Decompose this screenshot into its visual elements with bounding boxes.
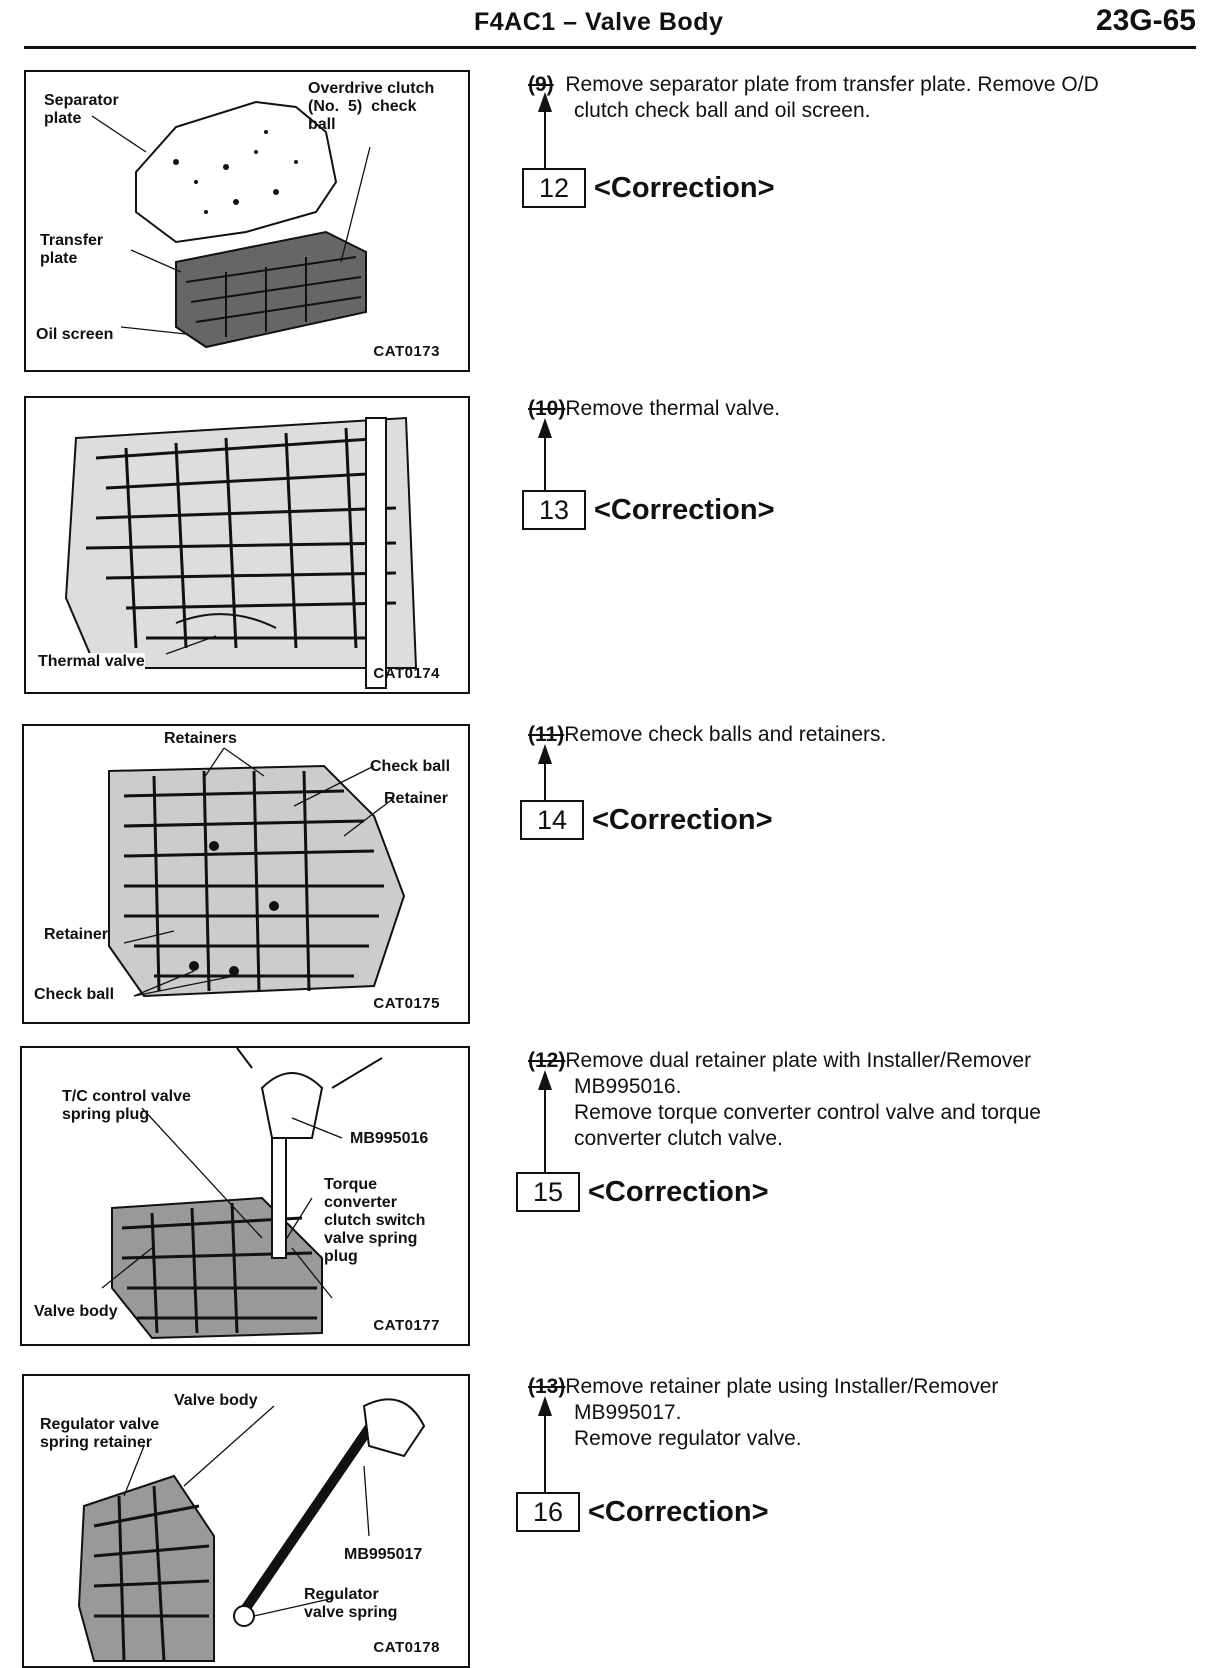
- arrow-up-icon: [538, 1396, 552, 1416]
- label-check-ball-bottom: Check ball: [34, 986, 115, 1003]
- label-regulator-spring-retainer: Regulator valve spring retainer: [40, 1416, 160, 1451]
- label-torque-converter: Torque converter clutch switch valve spring plug: [324, 1176, 426, 1265]
- figure-thermal-valve: [24, 396, 470, 694]
- page-header: [24, 0, 1196, 49]
- label-oil-screen: Oil screen: [36, 326, 114, 343]
- arrow-line: [544, 762, 546, 802]
- figure-code: CAT0174: [373, 665, 440, 682]
- arrow-up-icon: [538, 1070, 552, 1090]
- step-11: [528, 722, 1198, 748]
- label-overdrive-clutch: Overdrive clutch (No. 5) check ball: [308, 80, 435, 133]
- figure-check-balls: [22, 724, 470, 1024]
- step-text: clutch check ball and oil screen.: [574, 99, 871, 122]
- label-retainer-right: Retainer: [384, 790, 449, 807]
- arrow-line: [544, 436, 546, 492]
- correction-number: 13: [522, 490, 586, 530]
- step-text: converter clutch valve.: [574, 1127, 783, 1150]
- step-10: [528, 396, 1198, 422]
- correction-label: <Correction>: [592, 803, 773, 836]
- label-regulator-valve-spring: Regulator valve spring: [304, 1586, 398, 1621]
- label-mb995016: MB995016: [350, 1130, 429, 1147]
- label-tc-control-valve: T/C control valve spring plug: [62, 1088, 191, 1123]
- correction-label: <Correction>: [594, 493, 775, 526]
- step-number: (12): [528, 1049, 566, 1072]
- step-text: MB995017.: [574, 1401, 682, 1424]
- label-mb995017: MB995017: [344, 1546, 423, 1563]
- correction-note: [522, 168, 775, 208]
- correction-note: [516, 1492, 769, 1532]
- step-text: Remove separator plate from transfer plate. Remove O/D: [565, 73, 1099, 96]
- step-text: Remove check balls and retainers.: [564, 723, 887, 746]
- label-retainer-left: Retainer: [44, 926, 109, 943]
- thermal-valve-illustration: [26, 398, 468, 692]
- figure-code: CAT0177: [373, 1317, 440, 1334]
- page-number: 23G-65: [1095, 4, 1196, 37]
- step-text: MB995016.: [574, 1075, 682, 1098]
- page-title: F4AC1 – Valve Body: [474, 8, 724, 36]
- correction-number: 16: [516, 1492, 580, 1532]
- correction-label: <Correction>: [588, 1495, 769, 1528]
- step-number: (10): [528, 397, 566, 420]
- step-text: Remove torque converter control valve and torque: [574, 1101, 1041, 1124]
- figure-dual-retainer: [20, 1046, 470, 1346]
- figure-regulator-valve: [22, 1374, 470, 1668]
- figure-code: CAT0173: [373, 343, 440, 360]
- correction-note: [520, 800, 773, 840]
- figure-separator-plate: [24, 70, 470, 372]
- arrow-line: [544, 110, 546, 170]
- step-9: [528, 72, 1198, 124]
- step-12: [528, 1048, 1198, 1152]
- correction-note: [516, 1172, 769, 1212]
- arrow-up-icon: [538, 92, 552, 112]
- correction-number: 12: [522, 168, 586, 208]
- figure-code: CAT0178: [373, 1639, 440, 1656]
- arrow-up-icon: [538, 418, 552, 438]
- figure-code: CAT0175: [373, 995, 440, 1012]
- step-text: Remove thermal valve.: [565, 397, 781, 420]
- step-text: Remove retainer plate using Installer/Remover: [565, 1375, 999, 1398]
- arrow-up-icon: [538, 744, 552, 764]
- correction-number: 15: [516, 1172, 580, 1212]
- label-retainers: Retainers: [164, 730, 237, 747]
- label-separator-plate: Separator plate: [44, 92, 119, 127]
- label-valve-body: Valve body: [34, 1303, 118, 1320]
- label-thermal-valve: Thermal valve: [38, 653, 145, 670]
- step-number: (9): [528, 73, 554, 96]
- label-transfer-plate: Transfer plate: [40, 232, 104, 267]
- correction-note: [522, 490, 775, 530]
- arrow-line: [544, 1414, 546, 1494]
- label-valve-body: Valve body: [174, 1392, 258, 1409]
- correction-label: <Correction>: [594, 171, 775, 204]
- step-number: (11): [528, 723, 565, 746]
- correction-number: 14: [520, 800, 584, 840]
- step-13: [528, 1374, 1198, 1452]
- step-text: Remove dual retainer plate with Installer/Remover: [565, 1049, 1032, 1072]
- step-text: Remove regulator valve.: [574, 1427, 802, 1450]
- step-number: (13): [528, 1375, 566, 1398]
- label-check-ball-top: Check ball: [370, 758, 451, 775]
- correction-label: <Correction>: [588, 1175, 769, 1208]
- arrow-line: [544, 1088, 546, 1174]
